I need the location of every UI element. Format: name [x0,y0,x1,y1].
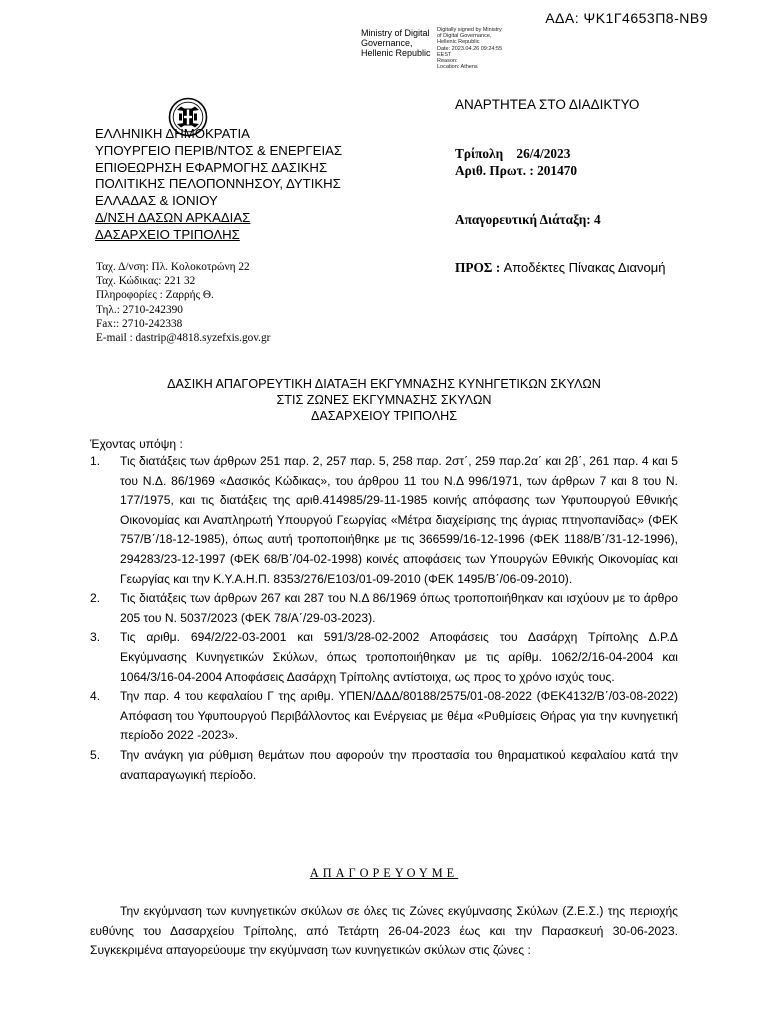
item-text: Τις διατάξεις των άρθρων 267 και 287 του Ν.Δ 86/1969 όπως τροποποιήθηκαν και ισχύουν με το άρθρο 205 του Ν. 5037/2023 (ΦΕΚ 78/Α΄/29-03-2023). [120,591,678,625]
contact-line: E-mail : dastrip@4818.syzefxis.gov.gr [96,332,271,345]
title-line: ΣΤΙΣ ΖΩΝΕΣ ΕΚΓΥΜΝΑΣΗΣ ΣΚΥΛΩΝ [276,393,492,407]
authority-line: Δ/ΝΣΗ ΔΑΣΩΝ ΑΡΚΑΔΙΑΣ [95,209,251,225]
signature-detail-line: of Digital Governance, [437,33,492,40]
item-number: 5. [90,747,101,762]
list-item [90,687,678,746]
list-item [90,589,678,628]
authority-line: ΕΠΙΘΕΩΡΗΣΗ ΕΦΑΡΜΟΓΗΣ ΔΑΣΙΚΗΣ [95,159,328,175]
decree-heading: ΑΠΑΓΟΡΕΥΟΥΜΕ [309,866,459,880]
date-protocol-block [455,145,577,179]
signature-detail-line: Location: Athens [437,64,478,71]
signature-detail-line: Hellenic Republic [437,39,480,46]
authority-line: ΕΛΛΗΝΙΚΗ ΔΗΜΟΚΡΑΤΙΑ [95,126,250,141]
title-line: ΔΑΣΙΚΗ ΑΠΑΓΟΡΕΥΤΙΚΗ ΔΙΑΤΑΞΗ ΕΚΓΥΜΝΑΣΗΣ ΚΥΝΗΓΕΤΙΚΩΝ ΣΚΥΛΩΝ [167,377,601,391]
decree-paragraph: Την εκγύμναση των κυνηγετικών σκύλων σε όλες τις Ζώνες εκγύμνασης Σκύλων (Ζ.Ε.Σ.) της περιοχής ευθύνης του Δασαρχείου Τρίπολης, από Τετάρτη 26-04-2023 έως και την Παρασκευή 30-06-2023. Συγκεκριμένα απαγορεύουμε την εκγύμναση των κυνηγετικών σκύλων στις ζώνες : [90,904,678,958]
considering-heading: Έχοντας υπόψη : [90,437,183,451]
item-number: 3. [90,630,101,645]
list-item [90,452,678,589]
digital-signature-signer [361,28,431,58]
item-text: Τις διατάξεις των άρθρων 251 παρ. 2, 257 παρ. 5, 258 παρ. 2στ΄, 259 παρ.2α΄ και 2β΄, 261 παρ. 4 και 5 του Ν.Δ. 86/1969 «Δασικός Κώδικας», του άρθρου 11 του Ν.Δ 996/1971, των άρθρων 7 και 8 του Ν. 177/1975, και τις διατάξεις της αριθ.414985/29-11-1985 κοινής απόφασης των Υφυπουργού Εθνικής Οικονομίας και Αναπληρωτή Υπουργού Γεωργίας «Μέτρα διαχείρισης της άγριας πτηνοπανίδας» (ΦΕΚ 757/Β΄/18-12-1985), όπως αυτή τροποποιήθηκε με τις 366599/16-12-1996 (ΦΕΚ 1188/Β΄/31-12-1996), 294283/23-12-1997 (ΦΕΚ 68/Β΄/04-02-1998) κοινές αποφάσεις των Υπουργών Εθνικής Οικονομίας και Γεωργίας και την Κ.Υ.Α.Η.Π. 8353/276/Ε103/01-09-2010 (ΦΕΚ 1495/Β΄/06-09-2010). [120,454,678,586]
contact-line: Τηλ.: 2710-242390 [96,303,183,316]
item-text: Τις αριθμ. 694/2/22-03-2001 και 591/3/28-02-2002 Αποφάσεις του Δασάρχη Τρίπολης Δ.Ρ.Δ Εκγύμνασης Κυνηγετικών Σκύλων, όπως τροποποιήθηκαν με τις αρίθμ. 1062/2/16-04-2004 και 1064/3/16-04-2004 Αποφάσεις Δασάρχη Τρίπολης αντίστοιχα, ως προς το χρόνο ισχύς τους. [120,630,678,684]
item-text: Την ανάγκη για ρύθμιση θεμάτων που αφορούν την προστασία του θηραματικού κεφαλαίου κατά την αναπαραγωγική περίοδο. [120,747,678,782]
contact-line: Ταχ. Κώδικας: 221 32 [96,275,196,288]
title-line: ΔΑΣΑΡΧΕΙΟΥ ΤΡΙΠΟΛΗΣ [310,409,458,423]
considerations-section [90,436,678,785]
contact-line: Ταχ. Δ/νση: Πλ. Κολοκοτρώνη 22 [96,261,250,273]
signature-detail-line: Reason: [437,58,458,65]
issuing-authority [95,126,342,244]
recipients [455,260,665,276]
authority-line: ΕΛΛΑΔΑΣ & ΙΟΝΙΟΥ [95,193,218,209]
contact-line: Πληροφορίες : Ζαρρής Θ. [96,289,214,302]
item-number: 2. [90,591,101,606]
date-line: Τρίπολη 26/4/2023 [455,146,571,161]
order-number: Απαγορευτική Διάταξη: 4 [455,212,601,227]
document-title [0,376,768,424]
authority-line: ΠΟΛΙΤΙΚΗΣ ΠΕΛΟΠΟΝΝΗΣΟΥ, ΔΥΤΙΚΗΣ [95,176,341,192]
ada-code: ΑΔΑ: ΨΚ1Γ4653Π8-ΝΒ9 [545,10,708,26]
signer-line: Governance, [361,38,413,48]
contact-line: Fax:: 2710-242338 [96,317,183,330]
signature-detail-line: EEST [437,51,452,58]
signer-line: Hellenic Republic [361,48,431,58]
contact-details [96,260,270,345]
recipients-label: ΠΡΟΣ : [455,260,501,275]
item-number: 1. [90,454,101,468]
signature-detail-line: Date: 2023.04.26 09:24:55 [437,45,503,52]
recipients-value: Αποδέκτες Πίνακας Διανομή [503,260,666,275]
list-item [90,746,678,785]
signature-detail-line: Digitally signed by Ministry [437,27,502,33]
list-item [90,628,678,687]
authority-office: ΔΑΣΑΡΧΕΙΟ ΤΡΙΠΟΛΗΣ [95,226,240,242]
digital-signature-details [437,27,502,70]
authority-line: ΥΠΟΥΡΓΕΙΟ ΠΕΡΙΒ/ΝΤΟΣ & ΕΝΕΡΓΕΙΑΣ [95,142,343,158]
item-number: 4. [90,689,101,704]
item-text: Την παρ. 4 του κεφαλαίου Γ της αριθμ. ΥΠΕΝ/ΔΔΔ/80188/2575/01-08-2022 (ΦΕΚ4132/Β΄/03-08-2022) Απόφαση του Υφυπουργού Περιβάλλοντος και Ενέργειας με θέμα «Ρυθμίσεις Θήρας για την κυνηγετική περίοδο 2022 -2023». [120,689,678,743]
protocol-number: Αριθ. Πρωτ. : 201470 [455,163,578,178]
signer-line: Ministry of Digital [361,28,430,38]
post-notice: ΑΝΑΡΤΗΤΕΑ ΣΤΟ ΔΙΑΔΙΚΤΥΟ [455,97,640,112]
considerations-list [90,452,678,785]
